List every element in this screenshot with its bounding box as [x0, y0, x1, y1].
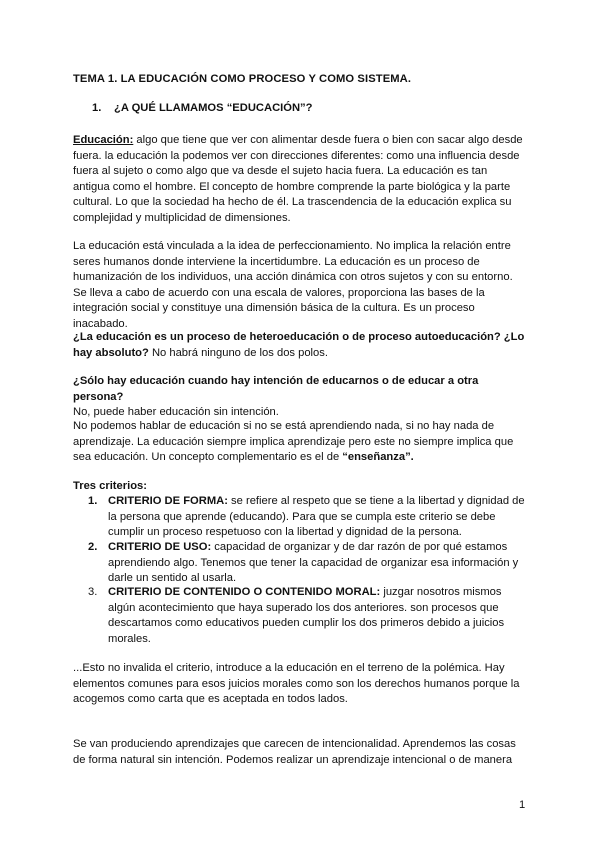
paragraph-perfeccionamiento: La educación está vinculada a la idea de perfeccionamiento. No implica la relación entre seres humanos donde interviene la incertidumbre. La educación es un proceso de humanización de los individuos, una acción dinámica con otros sujetos y con su entorno. Se lleva a cabo de acuerdo con una escala de valores, proporciona las bases de la integración social y constituye una dimensión básica de la cultura. Es un proceso inacabado.	[73, 240, 513, 330]
question-heteroeducacion	[73, 330, 527, 361]
criterion-contenido-moral	[88, 585, 528, 647]
paragraph-aprendizaje	[73, 419, 527, 466]
criterion-forma	[88, 494, 528, 541]
page-number: 1	[519, 799, 526, 811]
paragraph-intencionalidad: Se van produciendo aprendizajes que carecen de intencionalidad. Aprendemos las cosas de forma natural sin intención. Podemos realizar un aprendizaje intencional o de manera	[73, 738, 516, 766]
definition-text: algo que tiene que ver con alimentar desde fuera o bien con sacar algo desde fuera. la educación la podemos ver con direcciones diferentes: como una influencia desde fuera al sujeto o como algo que va desde el sujeto hacia fuera. La educación es tan antigua como el hombre. El concepto de hombre comprende la parte biológica y la parte cultural. Lo que la sociedad ha hecho de él. La trascendencia de la educación explica su complejidad y multiplicidad de dimensiones.	[73, 134, 523, 224]
criterion-text: capacidad de organizar y de dar razón de por qué estamos aprendiendo algo. Tenemos que tener la capacidad de organizar esa información y darle un sentido al usarla.	[108, 541, 519, 585]
section-number: 1.	[92, 102, 102, 114]
criterion-label: CRITERIO DE USO:	[108, 541, 212, 553]
criterion-label: CRITERIO DE CONTENIDO O CONTENIDO MORAL:	[108, 586, 381, 598]
answer-text: No habrá ninguno de los dos polos.	[148, 346, 328, 359]
criterion-text: juzgar nosotros mismos algún acontecimiento que haya superado los dos anteriores. son procesos que descartamos como educativos pueden cumplir los dos primeros debido a juicios morales.	[108, 586, 505, 645]
paragraph-text: No podemos hablar de educación si no se está aprendiendo nada, si no hay nada de aprendizaje. La educación siempre implica aprendizaje pero este no siempre implica que sea educación. Un concepto complementario es el de	[73, 420, 514, 464]
section-heading-text: ¿A QUÉ LLAMAMOS “EDUCACIÓN”?	[114, 102, 313, 114]
criterion-uso	[88, 540, 528, 587]
criterion-number: 3.	[88, 586, 98, 598]
criteria-heading: Tres criterios:	[73, 480, 147, 492]
definition-paragraph	[73, 133, 527, 227]
criterion-number: 2.	[88, 541, 98, 553]
question-text: ¿La educación es un proceso de heteroeducación o de proceso autoeducación? ¿Lo hay absoluto?	[73, 331, 525, 359]
criterion-text: se refiere al respeto que se tiene a la libertad y dignidad de la persona que aprende (educando). Para que se cumpla este criterio se debe cumplir un proceso respetuoso con la libertad y dignidad de la persona.	[108, 495, 525, 539]
answer-text: No, puede haber educación sin intención.	[73, 406, 279, 419]
section-heading	[92, 101, 546, 117]
criterion-label: CRITERIO DE FORMA:	[108, 495, 228, 507]
criterion-number: 1.	[88, 495, 98, 507]
ensenanza-term: “enseñanza”.	[342, 451, 414, 464]
paragraph-criterio-polemica: ...Esto no invalida el criterio, introduce a la educación en el terreno de la polémica. Hay elementos comunes para esos juicios morales como son los derechos humanos porque la acogemos como carta que es aceptada en todos lados.	[73, 662, 520, 706]
definition-term: Educación:	[73, 134, 134, 146]
question-text: ¿Sólo hay educación cuando hay intención de educarnos o de educar a otra persona?	[73, 375, 479, 403]
question-intencion	[73, 374, 527, 421]
document-title: TEMA 1. LA EDUCACIÓN COMO PROCESO Y COMO SISTEMA.	[73, 73, 412, 85]
